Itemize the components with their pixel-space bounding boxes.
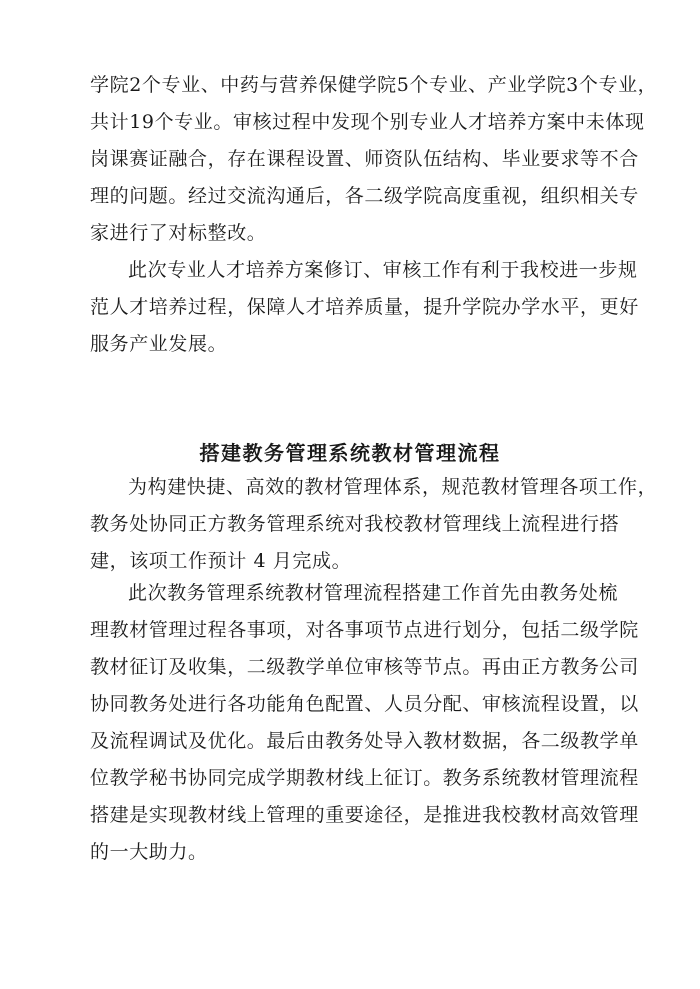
paragraph-line: 建，该项工作预计 4 月完成。 [90, 550, 352, 572]
paragraph-line: 教务处协同正方教务管理系统对我校教材管理线上流程进行搭 [90, 513, 620, 535]
section-title: 搭建教务管理系统教材管理流程 [199, 441, 501, 465]
paragraph-line: 协同教务处进行各功能角色配置、人员分配、审核流程设置，以 [90, 693, 639, 715]
section1-paragraph-2 [90, 252, 639, 363]
paragraph-line: 岗课赛证融合，存在课程设置、师资队伍结构、毕业要求等不合 [90, 148, 639, 170]
paragraph-line: 学院2个专业、中药与营养保健学院5个专业、产业学院3个专业， [90, 74, 658, 96]
paragraph-line: 范人才培养过程，保障人才培养质量，提升学院办学水平，更好 [90, 296, 639, 318]
paragraph-line: 共计19个专业。审核过程中发现个别专业人才培养方案中未体现 [90, 111, 645, 133]
paragraph-line: 服务产业发展。 [90, 333, 228, 355]
paragraph-line: 位教学秘书协同完成学期教材线上征订。教务系统教材管理流程 [90, 767, 639, 789]
paragraph-line: 为构建快捷、高效的教材管理体系，规范教材管理各项工作， [128, 476, 658, 498]
paragraph-line: 教材征订及收集，二级教学单位审核等节点。再由正方教务公司 [90, 656, 639, 678]
paragraph-line: 此次教务管理系统教材管理流程搭建工作首先由教务处梳 [128, 582, 619, 604]
section2-paragraph-1 [90, 469, 658, 580]
paragraph-line: 家进行了对标整改。 [90, 222, 267, 244]
paragraph-line: 搭建是实现教材线上管理的重要途径，是推进我校教材高效管理 [90, 804, 639, 826]
paragraph-line: 理的问题。经过交流沟通后，各二级学院高度重视，组织相关专 [90, 185, 639, 207]
section2-paragraph-2 [90, 575, 639, 871]
paragraph-line: 理教材管理过程各事项，对各事项节点进行划分，包括二级学院 [90, 619, 639, 641]
paragraph-line: 及流程调试及优化。最后由教务处导入教材数据，各二级教学单 [90, 730, 639, 752]
paragraph-line: 的一大助力。 [90, 841, 208, 863]
paragraph-line: 此次专业人才培养方案修订、审核工作有利于我校进一步规 [128, 259, 638, 281]
section1-paragraph-1 [90, 67, 658, 252]
